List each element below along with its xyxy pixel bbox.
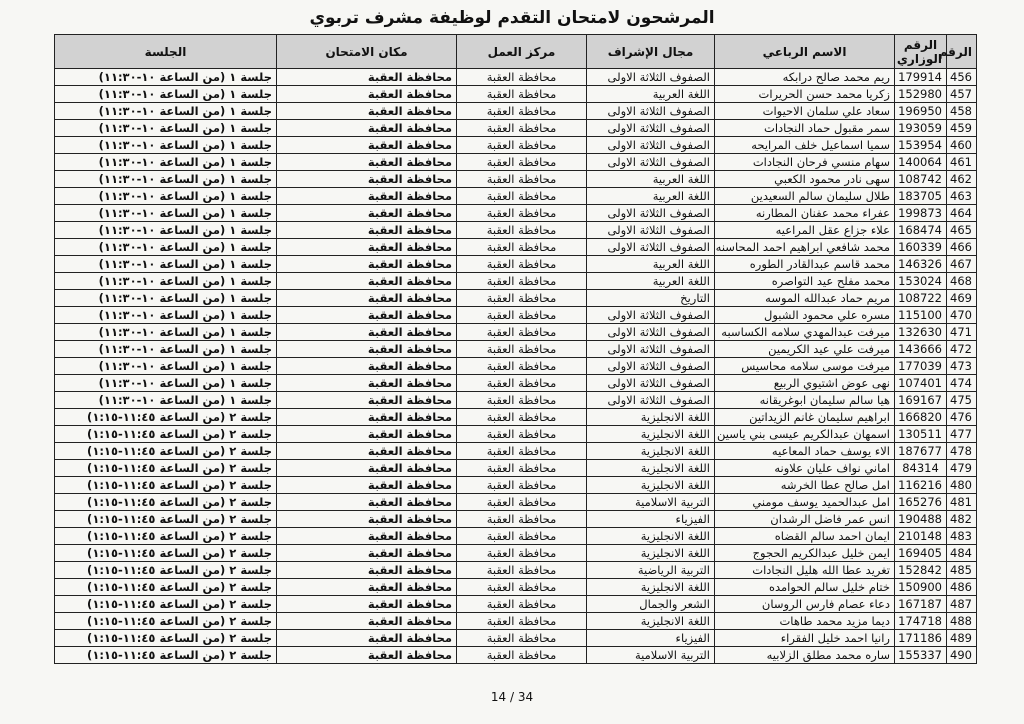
cell-exam-place: محافظة العقبة — [277, 205, 457, 222]
cell-supervision-field: الصفوف الثلاثة الاولى — [587, 324, 715, 341]
cell-name: ابراهيم سليمان غانم الزيداتين — [715, 409, 895, 426]
cell-exam-place: محافظة العقبة — [277, 579, 457, 596]
table-row — [55, 596, 977, 613]
cell-ministry-number: 168474 — [895, 222, 947, 239]
cell-ministry-number: 171186 — [895, 630, 947, 647]
header-supervision-field: مجال الإشراف — [587, 35, 715, 69]
cell-workplace: محافظة العقبة — [457, 375, 587, 392]
cell-ministry-number: 84314 — [895, 460, 947, 477]
cell-seq: 478 — [947, 443, 977, 460]
cell-supervision-field: الصفوف الثلاثة الاولى — [587, 358, 715, 375]
cell-session: جلسة ١ (من الساعة ١٠-١١:٣٠) — [55, 171, 277, 188]
cell-workplace: محافظة العقبة — [457, 545, 587, 562]
table-row — [55, 647, 977, 664]
cell-session: جلسة ١ (من الساعة ١٠-١١:٣٠) — [55, 205, 277, 222]
cell-workplace: محافظة العقبة — [457, 460, 587, 477]
table-row — [55, 341, 977, 358]
cell-name: دعاء عصام فارس الروسان — [715, 596, 895, 613]
cell-session: جلسة ١ (من الساعة ١٠-١١:٣٠) — [55, 290, 277, 307]
cell-ministry-number: 150900 — [895, 579, 947, 596]
cell-name: ميرفت عبدالمهدي سلامه الكساسبه — [715, 324, 895, 341]
cell-workplace: محافظة العقبة — [457, 324, 587, 341]
cell-ministry-number: 165276 — [895, 494, 947, 511]
cell-session: جلسة ٢ (من الساعة ١١:٤٥-١:١٥) — [55, 596, 277, 613]
cell-seq: 467 — [947, 256, 977, 273]
cell-ministry-number: 108742 — [895, 171, 947, 188]
cell-ministry-number: 116216 — [895, 477, 947, 494]
cell-name: عفراء محمد عفنان المطارنه — [715, 205, 895, 222]
cell-exam-place: محافظة العقبة — [277, 86, 457, 103]
cell-session: جلسة ١ (من الساعة ١٠-١١:٣٠) — [55, 103, 277, 120]
cell-session: جلسة ١ (من الساعة ١٠-١١:٣٠) — [55, 256, 277, 273]
cell-workplace: محافظة العقبة — [457, 307, 587, 324]
cell-session: جلسة ٢ (من الساعة ١١:٤٥-١:١٥) — [55, 494, 277, 511]
cell-ministry-number: 153024 — [895, 273, 947, 290]
table-row — [55, 579, 977, 596]
cell-seq: 479 — [947, 460, 977, 477]
cell-seq: 462 — [947, 171, 977, 188]
cell-workplace: محافظة العقبة — [457, 511, 587, 528]
cell-ministry-number: 146326 — [895, 256, 947, 273]
cell-ministry-number: 152980 — [895, 86, 947, 103]
cell-name: ايمن خليل عبدالكريم الحجوج — [715, 545, 895, 562]
cell-ministry-number: 166820 — [895, 409, 947, 426]
cell-name: نهى عوض اشتيوي الربيع — [715, 375, 895, 392]
table-row — [55, 426, 977, 443]
cell-ministry-number: 210148 — [895, 528, 947, 545]
table-row — [55, 86, 977, 103]
cell-name: محمد قاسم عبدالقادر الطوره — [715, 256, 895, 273]
cell-exam-place: محافظة العقبة — [277, 103, 457, 120]
cell-supervision-field: اللغة الانجليزية — [587, 409, 715, 426]
cell-ministry-number: 155337 — [895, 647, 947, 664]
table-row — [55, 273, 977, 290]
cell-exam-place: محافظة العقبة — [277, 358, 457, 375]
cell-supervision-field: الصفوف الثلاثة الاولى — [587, 392, 715, 409]
cell-name: ريم محمد صالح درابكه — [715, 69, 895, 86]
cell-supervision-field: اللغة العربية — [587, 86, 715, 103]
table-row — [55, 171, 977, 188]
cell-seq: 481 — [947, 494, 977, 511]
cell-session: جلسة ٢ (من الساعة ١١:٤٥-١:١٥) — [55, 545, 277, 562]
cell-session: جلسة ٢ (من الساعة ١١:٤٥-١:١٥) — [55, 528, 277, 545]
cell-ministry-number: 179914 — [895, 69, 947, 86]
cell-exam-place: محافظة العقبة — [277, 596, 457, 613]
cell-supervision-field: الصفوف الثلاثة الاولى — [587, 205, 715, 222]
cell-name: مريم حماد عبدالله الموسه — [715, 290, 895, 307]
header-seq: الرقم — [947, 35, 977, 69]
candidates-table — [54, 34, 977, 664]
cell-exam-place: محافظة العقبة — [277, 630, 457, 647]
cell-supervision-field: الصفوف الثلاثة الاولى — [587, 137, 715, 154]
cell-session: جلسة ٢ (من الساعة ١١:٤٥-١:١٥) — [55, 630, 277, 647]
cell-supervision-field: الصفوف الثلاثة الاولى — [587, 341, 715, 358]
cell-exam-place: محافظة العقبة — [277, 341, 457, 358]
cell-supervision-field: اللغة الانجليزية — [587, 460, 715, 477]
cell-workplace: محافظة العقبة — [457, 647, 587, 664]
cell-seq: 489 — [947, 630, 977, 647]
cell-workplace: محافظة العقبة — [457, 239, 587, 256]
cell-seq: 469 — [947, 290, 977, 307]
cell-ministry-number: 115100 — [895, 307, 947, 324]
cell-name: زكريا محمد حسن الحريرات — [715, 86, 895, 103]
cell-name: ميرفت موسى سلامه محاسيس — [715, 358, 895, 375]
cell-workplace: محافظة العقبة — [457, 103, 587, 120]
cell-seq: 486 — [947, 579, 977, 596]
cell-session: جلسة ٢ (من الساعة ١١:٤٥-١:١٥) — [55, 426, 277, 443]
cell-session: جلسة ١ (من الساعة ١٠-١١:٣٠) — [55, 273, 277, 290]
cell-supervision-field: اللغة العربية — [587, 273, 715, 290]
cell-exam-place: محافظة العقبة — [277, 426, 457, 443]
cell-session: جلسة ٢ (من الساعة ١١:٤٥-١:١٥) — [55, 460, 277, 477]
cell-seq: 472 — [947, 341, 977, 358]
cell-workplace: محافظة العقبة — [457, 341, 587, 358]
table-row — [55, 630, 977, 647]
cell-supervision-field: الصفوف الثلاثة الاولى — [587, 154, 715, 171]
cell-name: ساره محمد مطلق الزلابيه — [715, 647, 895, 664]
cell-exam-place: محافظة العقبة — [277, 273, 457, 290]
cell-name: ايمان احمد سالم القضاه — [715, 528, 895, 545]
table-row — [55, 290, 977, 307]
cell-name: امل صالح عطا الخرشه — [715, 477, 895, 494]
table-header-row — [55, 35, 977, 69]
header-workplace: مركز العمل — [457, 35, 587, 69]
cell-exam-place: محافظة العقبة — [277, 256, 457, 273]
cell-supervision-field: اللغة الانجليزية — [587, 613, 715, 630]
cell-session: جلسة ١ (من الساعة ١٠-١١:٣٠) — [55, 120, 277, 137]
cell-ministry-number: 140064 — [895, 154, 947, 171]
cell-supervision-field: اللغة العربية — [587, 256, 715, 273]
cell-seq: 490 — [947, 647, 977, 664]
cell-workplace: محافظة العقبة — [457, 69, 587, 86]
cell-session: جلسة ١ (من الساعة ١٠-١١:٣٠) — [55, 307, 277, 324]
table-row — [55, 103, 977, 120]
cell-name: مسره علي محمود الشبول — [715, 307, 895, 324]
cell-exam-place: محافظة العقبة — [277, 562, 457, 579]
cell-seq: 488 — [947, 613, 977, 630]
table-row — [55, 120, 977, 137]
cell-seq: 464 — [947, 205, 977, 222]
cell-supervision-field: اللغة الانجليزية — [587, 528, 715, 545]
cell-ministry-number: 199873 — [895, 205, 947, 222]
cell-seq: 484 — [947, 545, 977, 562]
cell-session: جلسة ١ (من الساعة ١٠-١١:٣٠) — [55, 239, 277, 256]
cell-session: جلسة ١ (من الساعة ١٠-١١:٣٠) — [55, 86, 277, 103]
table-row — [55, 205, 977, 222]
cell-ministry-number: 108722 — [895, 290, 947, 307]
cell-exam-place: محافظة العقبة — [277, 324, 457, 341]
cell-workplace: محافظة العقبة — [457, 579, 587, 596]
cell-exam-place: محافظة العقبة — [277, 375, 457, 392]
cell-ministry-number: 187677 — [895, 443, 947, 460]
cell-workplace: محافظة العقبة — [457, 392, 587, 409]
table-row — [55, 494, 977, 511]
cell-seq: 465 — [947, 222, 977, 239]
cell-ministry-number: 132630 — [895, 324, 947, 341]
cell-exam-place: محافظة العقبة — [277, 69, 457, 86]
cell-supervision-field: الصفوف الثلاثة الاولى — [587, 307, 715, 324]
cell-ministry-number: 130511 — [895, 426, 947, 443]
cell-supervision-field: التاريخ — [587, 290, 715, 307]
table-row — [55, 528, 977, 545]
cell-exam-place: محافظة العقبة — [277, 511, 457, 528]
cell-name: رانيا احمد خليل الفقراء — [715, 630, 895, 647]
cell-name: محمد شافعي ابراهيم احمد المحاسنه — [715, 239, 895, 256]
cell-name: سهى نادر محمود الكعبي — [715, 171, 895, 188]
cell-ministry-number: 143666 — [895, 341, 947, 358]
cell-name: ديما مزيد محمد طاهات — [715, 613, 895, 630]
cell-seq: 461 — [947, 154, 977, 171]
cell-session: جلسة ١ (من الساعة ١٠-١١:٣٠) — [55, 358, 277, 375]
cell-workplace: محافظة العقبة — [457, 443, 587, 460]
cell-ministry-number: 174718 — [895, 613, 947, 630]
table-row — [55, 443, 977, 460]
cell-seq: 476 — [947, 409, 977, 426]
cell-supervision-field: الصفوف الثلاثة الاولى — [587, 375, 715, 392]
cell-exam-place: محافظة العقبة — [277, 647, 457, 664]
cell-session: جلسة ٢ (من الساعة ١١:٤٥-١:١٥) — [55, 562, 277, 579]
cell-session: جلسة ٢ (من الساعة ١١:٤٥-١:١٥) — [55, 511, 277, 528]
cell-name: انس عمر فاضل الرشدان — [715, 511, 895, 528]
cell-seq: 475 — [947, 392, 977, 409]
cell-exam-place: محافظة العقبة — [277, 409, 457, 426]
cell-ministry-number: 169405 — [895, 545, 947, 562]
cell-workplace: محافظة العقبة — [457, 494, 587, 511]
cell-exam-place: محافظة العقبة — [277, 613, 457, 630]
cell-seq: 468 — [947, 273, 977, 290]
cell-session: جلسة ١ (من الساعة ١٠-١١:٣٠) — [55, 375, 277, 392]
table-row — [55, 256, 977, 273]
cell-seq: 457 — [947, 86, 977, 103]
cell-supervision-field: اللغة العربية — [587, 188, 715, 205]
cell-seq: 466 — [947, 239, 977, 256]
table-row — [55, 239, 977, 256]
cell-supervision-field: اللغة الانجليزية — [587, 426, 715, 443]
cell-name: هيا سالم سليمان ابوغريقانه — [715, 392, 895, 409]
cell-session: جلسة ٢ (من الساعة ١١:٤٥-١:١٥) — [55, 409, 277, 426]
table-row — [55, 511, 977, 528]
table-body — [55, 69, 977, 664]
cell-workplace: محافظة العقبة — [457, 290, 587, 307]
cell-seq: 460 — [947, 137, 977, 154]
cell-exam-place: محافظة العقبة — [277, 443, 457, 460]
table-row — [55, 460, 977, 477]
table-row — [55, 324, 977, 341]
cell-session: جلسة ١ (من الساعة ١٠-١١:٣٠) — [55, 222, 277, 239]
cell-name: تغريد عطا الله هليل النجادات — [715, 562, 895, 579]
cell-session: جلسة ٢ (من الساعة ١١:٤٥-١:١٥) — [55, 647, 277, 664]
cell-exam-place: محافظة العقبة — [277, 528, 457, 545]
cell-ministry-number: 107401 — [895, 375, 947, 392]
cell-session: جلسة ٢ (من الساعة ١١:٤٥-١:١٥) — [55, 477, 277, 494]
cell-name: الاء يوسف حماد المعاعيه — [715, 443, 895, 460]
cell-seq: 474 — [947, 375, 977, 392]
table-row — [55, 545, 977, 562]
cell-seq: 482 — [947, 511, 977, 528]
cell-workplace: محافظة العقبة — [457, 256, 587, 273]
cell-session: جلسة ١ (من الساعة ١٠-١١:٣٠) — [55, 69, 277, 86]
cell-ministry-number: 169167 — [895, 392, 947, 409]
cell-session: جلسة ١ (من الساعة ١٠-١١:٣٠) — [55, 324, 277, 341]
cell-exam-place: محافظة العقبة — [277, 120, 457, 137]
cell-seq: 485 — [947, 562, 977, 579]
table-row — [55, 222, 977, 239]
table-row — [55, 188, 977, 205]
table-row — [55, 409, 977, 426]
cell-seq: 458 — [947, 103, 977, 120]
cell-workplace: محافظة العقبة — [457, 222, 587, 239]
cell-workplace: محافظة العقبة — [457, 562, 587, 579]
cell-seq: 473 — [947, 358, 977, 375]
cell-supervision-field: التربية الرياضية — [587, 562, 715, 579]
header-name: الاسم الرباعي — [715, 35, 895, 69]
table-row — [55, 392, 977, 409]
cell-name: علاء جزاع عقل المراعيه — [715, 222, 895, 239]
cell-workplace: محافظة العقبة — [457, 205, 587, 222]
cell-exam-place: محافظة العقبة — [277, 290, 457, 307]
cell-workplace: محافظة العقبة — [457, 120, 587, 137]
table-row — [55, 375, 977, 392]
cell-session: جلسة ١ (من الساعة ١٠-١١:٣٠) — [55, 341, 277, 358]
cell-session: جلسة ١ (من الساعة ١٠-١١:٣٠) — [55, 154, 277, 171]
cell-workplace: محافظة العقبة — [457, 596, 587, 613]
cell-ministry-number: 196950 — [895, 103, 947, 120]
cell-ministry-number: 190488 — [895, 511, 947, 528]
cell-workplace: محافظة العقبة — [457, 154, 587, 171]
cell-supervision-field: الصفوف الثلاثة الاولى — [587, 69, 715, 86]
cell-ministry-number: 153954 — [895, 137, 947, 154]
table-row — [55, 613, 977, 630]
cell-supervision-field: الصفوف الثلاثة الاولى — [587, 103, 715, 120]
cell-name: اماني نواف عليان علاونه — [715, 460, 895, 477]
cell-exam-place: محافظة العقبة — [277, 477, 457, 494]
table-row — [55, 358, 977, 375]
page-title: المرشحون لامتحان التقدم لوظيفة مشرف تربوي — [309, 8, 715, 28]
cell-workplace: محافظة العقبة — [457, 188, 587, 205]
cell-name: طلال سليمان سالم السعيدين — [715, 188, 895, 205]
cell-exam-place: محافظة العقبة — [277, 137, 457, 154]
cell-workplace: محافظة العقبة — [457, 528, 587, 545]
cell-seq: 463 — [947, 188, 977, 205]
cell-workplace: محافظة العقبة — [457, 273, 587, 290]
cell-supervision-field: اللغة الانجليزية — [587, 545, 715, 562]
cell-ministry-number: 167187 — [895, 596, 947, 613]
cell-seq: 477 — [947, 426, 977, 443]
cell-workplace: محافظة العقبة — [457, 477, 587, 494]
cell-supervision-field: الشعر والجمال — [587, 596, 715, 613]
cell-session: جلسة ١ (من الساعة ١٠-١١:٣٠) — [55, 137, 277, 154]
header-ministry-number: الرقم الوزاري — [895, 35, 947, 69]
header-exam-place: مكان الامتحان — [277, 35, 457, 69]
cell-exam-place: محافظة العقبة — [277, 239, 457, 256]
cell-workplace: محافظة العقبة — [457, 358, 587, 375]
cell-session: جلسة ١ (من الساعة ١٠-١١:٣٠) — [55, 392, 277, 409]
table-row — [55, 69, 977, 86]
cell-supervision-field: الصفوف الثلاثة الاولى — [587, 120, 715, 137]
cell-workplace: محافظة العقبة — [457, 86, 587, 103]
cell-supervision-field: التربية الاسلامية — [587, 647, 715, 664]
cell-name: سعاد علي سلمان الاحيوات — [715, 103, 895, 120]
cell-supervision-field: اللغة الانجليزية — [587, 477, 715, 494]
cell-supervision-field: اللغة الانجليزية — [587, 579, 715, 596]
cell-ministry-number: 152842 — [895, 562, 947, 579]
page-number: 14 / 34 — [490, 690, 534, 704]
cell-exam-place: محافظة العقبة — [277, 188, 457, 205]
cell-supervision-field: التربية الاسلامية — [587, 494, 715, 511]
cell-exam-place: محافظة العقبة — [277, 494, 457, 511]
cell-supervision-field: الفيزياء — [587, 630, 715, 647]
cell-exam-place: محافظة العقبة — [277, 171, 457, 188]
cell-name: سميا اسماعيل خلف المرايحه — [715, 137, 895, 154]
cell-workplace: محافظة العقبة — [457, 171, 587, 188]
cell-supervision-field: الصفوف الثلاثة الاولى — [587, 222, 715, 239]
cell-seq: 480 — [947, 477, 977, 494]
cell-ministry-number: 183705 — [895, 188, 947, 205]
cell-exam-place: محافظة العقبة — [277, 460, 457, 477]
cell-session: جلسة ٢ (من الساعة ١١:٤٥-١:١٥) — [55, 613, 277, 630]
header-session: الجلسة — [55, 35, 277, 69]
cell-name: ميرفت علي عيد الكريمين — [715, 341, 895, 358]
cell-session: جلسة ٢ (من الساعة ١١:٤٥-١:١٥) — [55, 443, 277, 460]
table-row — [55, 477, 977, 494]
cell-seq: 459 — [947, 120, 977, 137]
cell-session: جلسة ٢ (من الساعة ١١:٤٥-١:١٥) — [55, 579, 277, 596]
cell-workplace: محافظة العقبة — [457, 426, 587, 443]
cell-seq: 456 — [947, 69, 977, 86]
cell-exam-place: محافظة العقبة — [277, 307, 457, 324]
cell-name: امل عبدالحميد يوسف مومني — [715, 494, 895, 511]
table-row — [55, 562, 977, 579]
cell-workplace: محافظة العقبة — [457, 409, 587, 426]
cell-supervision-field: اللغة الانجليزية — [587, 443, 715, 460]
cell-supervision-field: اللغة العربية — [587, 171, 715, 188]
cell-ministry-number: 177039 — [895, 358, 947, 375]
table-row — [55, 154, 977, 171]
cell-workplace: محافظة العقبة — [457, 613, 587, 630]
cell-name: سهام منسي فرحان النجادات — [715, 154, 895, 171]
cell-supervision-field: الفيزياء — [587, 511, 715, 528]
table-row — [55, 137, 977, 154]
cell-seq: 483 — [947, 528, 977, 545]
cell-ministry-number: 193059 — [895, 120, 947, 137]
cell-seq: 487 — [947, 596, 977, 613]
cell-seq: 471 — [947, 324, 977, 341]
cell-session: جلسة ١ (من الساعة ١٠-١١:٣٠) — [55, 188, 277, 205]
table-row — [55, 307, 977, 324]
cell-seq: 470 — [947, 307, 977, 324]
cell-name: اسمهان عبدالكريم عيسى بني ياسين — [715, 426, 895, 443]
cell-exam-place: محافظة العقبة — [277, 392, 457, 409]
cell-workplace: محافظة العقبة — [457, 137, 587, 154]
cell-exam-place: محافظة العقبة — [277, 154, 457, 171]
cell-exam-place: محافظة العقبة — [277, 545, 457, 562]
cell-workplace: محافظة العقبة — [457, 630, 587, 647]
cell-name: سمر مقبول حماد النجادات — [715, 120, 895, 137]
cell-name: محمد مفلح عيد التواصره — [715, 273, 895, 290]
cell-exam-place: محافظة العقبة — [277, 222, 457, 239]
cell-supervision-field: الصفوف الثلاثة الاولى — [587, 239, 715, 256]
cell-name: ختام خليل سالم الحوامده — [715, 579, 895, 596]
cell-ministry-number: 160339 — [895, 239, 947, 256]
